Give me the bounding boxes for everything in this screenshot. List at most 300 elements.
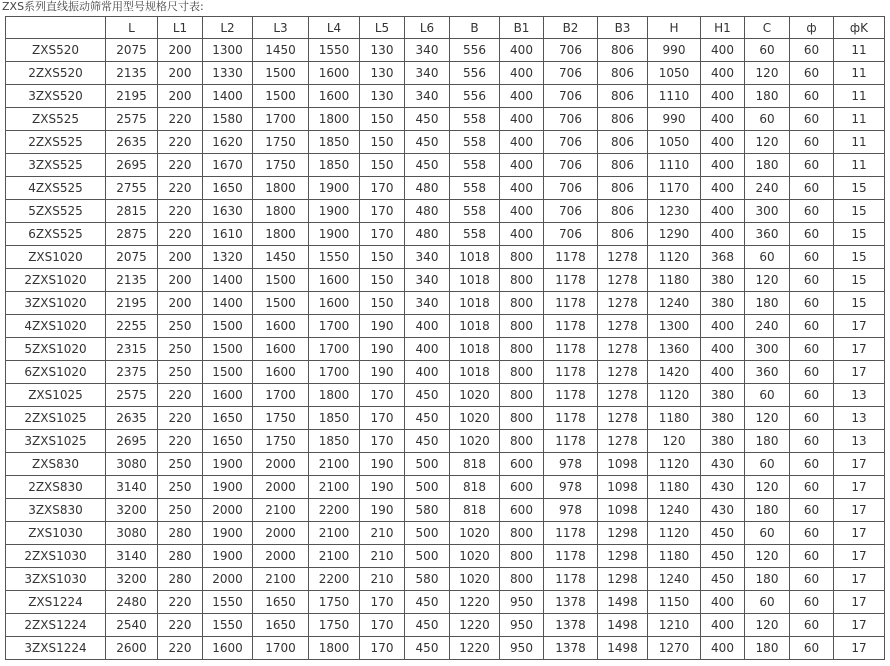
table-cell: 1278 xyxy=(598,430,648,453)
table-cell: 400 xyxy=(405,338,450,361)
table-cell: 400 xyxy=(701,177,745,200)
table-row xyxy=(6,39,885,62)
table-cell: 60 xyxy=(790,177,834,200)
table-cell: 806 xyxy=(598,200,648,223)
table-cell: 1900 xyxy=(203,522,253,545)
header-cell-c: C xyxy=(745,17,790,39)
table-cell: 130 xyxy=(360,62,405,85)
table-cell: 250 xyxy=(158,499,203,522)
table-row xyxy=(6,62,885,85)
table-cell: 340 xyxy=(405,246,450,269)
table-cell: 1240 xyxy=(648,499,701,522)
table-cell: 2100 xyxy=(253,568,309,591)
table-cell: 1400 xyxy=(203,292,253,315)
table-cell: 1020 xyxy=(450,545,500,568)
table-row xyxy=(6,453,885,476)
table-cell: 2575 xyxy=(106,108,158,131)
table-cell: 400 xyxy=(405,361,450,384)
table-cell: 1650 xyxy=(253,591,309,614)
table-cell: 1500 xyxy=(253,269,309,292)
table-cell: 1750 xyxy=(309,614,360,637)
table-cell: 1580 xyxy=(203,108,253,131)
table-row xyxy=(6,476,885,499)
table-cell: 2375 xyxy=(106,361,158,384)
table-cell: 11 xyxy=(834,85,885,108)
table-cell: 60 xyxy=(790,223,834,246)
table-cell: 1170 xyxy=(648,177,701,200)
table-cell: 1498 xyxy=(598,591,648,614)
table-cell: 2000 xyxy=(253,522,309,545)
table-cell: 240 xyxy=(745,177,790,200)
table-cell: 1178 xyxy=(544,269,598,292)
table-cell: 706 xyxy=(544,177,598,200)
table-row xyxy=(6,361,885,384)
table-row xyxy=(6,177,885,200)
table-cell: 17 xyxy=(834,614,885,637)
table-cell: 1020 xyxy=(450,430,500,453)
table-cell: 818 xyxy=(450,499,500,522)
table-cell: 190 xyxy=(360,315,405,338)
table-row xyxy=(6,384,885,407)
model-cell: ZXS830 xyxy=(6,453,106,476)
table-cell: 60 xyxy=(790,246,834,269)
table-cell: 15 xyxy=(834,200,885,223)
table-cell: 400 xyxy=(701,315,745,338)
table-cell: 1120 xyxy=(648,246,701,269)
table-cell: 300 xyxy=(745,338,790,361)
table-cell: 1600 xyxy=(309,85,360,108)
table-cell: 990 xyxy=(648,39,701,62)
table-cell: 1750 xyxy=(253,407,309,430)
table-cell: 450 xyxy=(405,591,450,614)
table-cell: 1750 xyxy=(253,131,309,154)
table-cell: 978 xyxy=(544,453,598,476)
table-cell: 60 xyxy=(790,522,834,545)
table-cell: 1220 xyxy=(450,637,500,660)
table-cell: 60 xyxy=(745,108,790,131)
table-cell: 450 xyxy=(701,522,745,545)
table-cell: 480 xyxy=(405,177,450,200)
table-cell: 1018 xyxy=(450,361,500,384)
table-cell: 1110 xyxy=(648,154,701,177)
table-cell: 170 xyxy=(360,407,405,430)
table-cell: 1278 xyxy=(598,361,648,384)
table-row xyxy=(6,522,885,545)
table-cell: 60 xyxy=(790,591,834,614)
table-row xyxy=(6,338,885,361)
header-cell-phi: ф xyxy=(790,17,834,39)
table-cell: 1150 xyxy=(648,591,701,614)
table-cell: 17 xyxy=(834,315,885,338)
table-cell: 800 xyxy=(500,269,544,292)
table-cell: 400 xyxy=(701,200,745,223)
table-cell: 1378 xyxy=(544,614,598,637)
header-cell-h: H xyxy=(648,17,701,39)
table-cell: 400 xyxy=(500,62,544,85)
table-cell: 558 xyxy=(450,223,500,246)
table-cell: 2695 xyxy=(106,154,158,177)
table-cell: 11 xyxy=(834,62,885,85)
table-cell: 60 xyxy=(790,200,834,223)
table-cell: 170 xyxy=(360,614,405,637)
table-cell: 1670 xyxy=(203,154,253,177)
table-cell: 1700 xyxy=(253,637,309,660)
table-cell: 1050 xyxy=(648,131,701,154)
table-cell: 180 xyxy=(745,568,790,591)
table-cell: 400 xyxy=(500,108,544,131)
table-row xyxy=(6,131,885,154)
table-cell: 800 xyxy=(500,568,544,591)
table-cell: 450 xyxy=(405,131,450,154)
table-cell: 60 xyxy=(790,315,834,338)
table-cell: 950 xyxy=(500,614,544,637)
table-cell: 1178 xyxy=(544,384,598,407)
table-cell: 430 xyxy=(701,499,745,522)
table-cell: 2100 xyxy=(253,499,309,522)
table-cell: 806 xyxy=(598,39,648,62)
table-cell: 1120 xyxy=(648,384,701,407)
table-cell: 13 xyxy=(834,430,885,453)
table-cell: 1178 xyxy=(544,568,598,591)
table-cell: 200 xyxy=(158,39,203,62)
table-cell: 170 xyxy=(360,430,405,453)
table-row xyxy=(6,591,885,614)
table-row xyxy=(6,269,885,292)
table-cell: 1018 xyxy=(450,338,500,361)
table-cell: 818 xyxy=(450,476,500,499)
model-cell: ZXS525 xyxy=(6,108,106,131)
table-cell: 1900 xyxy=(203,545,253,568)
table-cell: 1700 xyxy=(309,315,360,338)
table-cell: 210 xyxy=(360,522,405,545)
table-cell: 1020 xyxy=(450,407,500,430)
table-cell: 120 xyxy=(745,407,790,430)
table-cell: 580 xyxy=(405,499,450,522)
table-cell: 1178 xyxy=(544,315,598,338)
table-cell: 1550 xyxy=(203,591,253,614)
table-cell: 2255 xyxy=(106,315,158,338)
table-cell: 170 xyxy=(360,591,405,614)
table-cell: 400 xyxy=(701,131,745,154)
table-cell: 1018 xyxy=(450,269,500,292)
table-cell: 1400 xyxy=(203,269,253,292)
table-cell: 1600 xyxy=(309,62,360,85)
table-cell: 2135 xyxy=(106,62,158,85)
table-cell: 2755 xyxy=(106,177,158,200)
table-cell: 220 xyxy=(158,407,203,430)
table-cell: 400 xyxy=(701,39,745,62)
table-cell: 120 xyxy=(745,545,790,568)
table-cell: 1110 xyxy=(648,85,701,108)
table-cell: 800 xyxy=(500,338,544,361)
table-cell: 500 xyxy=(405,545,450,568)
table-cell: 2635 xyxy=(106,407,158,430)
table-cell: 800 xyxy=(500,315,544,338)
table-cell: 250 xyxy=(158,315,203,338)
table-cell: 60 xyxy=(790,407,834,430)
table-cell: 600 xyxy=(500,453,544,476)
table-cell: 2000 xyxy=(253,453,309,476)
header-cell-model xyxy=(6,17,106,39)
table-cell: 2200 xyxy=(309,499,360,522)
table-cell: 1500 xyxy=(203,361,253,384)
table-cell: 220 xyxy=(158,177,203,200)
table-cell: 180 xyxy=(745,499,790,522)
table-cell: 340 xyxy=(405,39,450,62)
table-cell: 1120 xyxy=(648,453,701,476)
table-cell: 990 xyxy=(648,108,701,131)
table-cell: 1600 xyxy=(203,384,253,407)
table-cell: 450 xyxy=(405,614,450,637)
table-cell: 400 xyxy=(500,154,544,177)
table-cell: 1750 xyxy=(253,154,309,177)
table-cell: 60 xyxy=(745,246,790,269)
model-cell: 3ZXS1025 xyxy=(6,430,106,453)
table-cell: 806 xyxy=(598,154,648,177)
table-cell: 200 xyxy=(158,269,203,292)
table-cell: 150 xyxy=(360,292,405,315)
table-cell: 1220 xyxy=(450,591,500,614)
model-cell: ZXS1224 xyxy=(6,591,106,614)
table-cell: 3080 xyxy=(106,453,158,476)
table-cell: 120 xyxy=(745,131,790,154)
table-cell: 706 xyxy=(544,223,598,246)
table-cell: 2575 xyxy=(106,384,158,407)
table-cell: 15 xyxy=(834,246,885,269)
table-cell: 1178 xyxy=(544,246,598,269)
model-cell: 2ZXS830 xyxy=(6,476,106,499)
table-cell: 2100 xyxy=(309,522,360,545)
table-cell: 706 xyxy=(544,39,598,62)
table-row xyxy=(6,545,885,568)
table-cell: 60 xyxy=(745,39,790,62)
table-row xyxy=(6,292,885,315)
table-cell: 200 xyxy=(158,246,203,269)
table-cell: 800 xyxy=(500,384,544,407)
table-cell: 1330 xyxy=(203,62,253,85)
table-row xyxy=(6,430,885,453)
table-cell: 1750 xyxy=(253,430,309,453)
table-cell: 11 xyxy=(834,154,885,177)
table-cell: 180 xyxy=(745,85,790,108)
table-cell: 800 xyxy=(500,545,544,568)
table-cell: 60 xyxy=(790,637,834,660)
table-cell: 60 xyxy=(790,154,834,177)
table-cell: 1178 xyxy=(544,292,598,315)
table-cell: 13 xyxy=(834,407,885,430)
table-cell: 400 xyxy=(500,200,544,223)
table-cell: 11 xyxy=(834,108,885,131)
header-cell-b2: B2 xyxy=(544,17,598,39)
table-cell: 556 xyxy=(450,39,500,62)
table-cell: 1178 xyxy=(544,430,598,453)
table-cell: 1018 xyxy=(450,292,500,315)
table-cell: 1450 xyxy=(253,246,309,269)
table-cell: 220 xyxy=(158,108,203,131)
table-cell: 180 xyxy=(745,292,790,315)
table-cell: 500 xyxy=(405,453,450,476)
model-cell: 6ZXS1020 xyxy=(6,361,106,384)
table-cell: 1600 xyxy=(203,637,253,660)
table-cell: 60 xyxy=(790,614,834,637)
table-cell: 2815 xyxy=(106,200,158,223)
table-cell: 340 xyxy=(405,292,450,315)
table-cell: 60 xyxy=(790,85,834,108)
table-cell: 300 xyxy=(745,200,790,223)
table-cell: 190 xyxy=(360,499,405,522)
table-cell: 1500 xyxy=(203,338,253,361)
table-cell: 2000 xyxy=(253,476,309,499)
table-cell: 1800 xyxy=(253,200,309,223)
table-cell: 1850 xyxy=(309,407,360,430)
table-cell: 250 xyxy=(158,476,203,499)
table-cell: 2695 xyxy=(106,430,158,453)
table-cell: 450 xyxy=(701,568,745,591)
table-cell: 1610 xyxy=(203,223,253,246)
table-cell: 340 xyxy=(405,85,450,108)
table-cell: 400 xyxy=(500,85,544,108)
table-cell: 1800 xyxy=(309,384,360,407)
table-cell: 60 xyxy=(790,131,834,154)
table-cell: 400 xyxy=(701,338,745,361)
table-cell: 2635 xyxy=(106,131,158,154)
model-cell: 2ZXS1025 xyxy=(6,407,106,430)
table-cell: 380 xyxy=(701,292,745,315)
table-cell: 250 xyxy=(158,338,203,361)
table-cell: 150 xyxy=(360,246,405,269)
table-cell: 1900 xyxy=(203,476,253,499)
table-cell: 1180 xyxy=(648,407,701,430)
table-cell: 1378 xyxy=(544,637,598,660)
table-cell: 500 xyxy=(405,476,450,499)
model-cell: 3ZXS525 xyxy=(6,154,106,177)
table-cell: 400 xyxy=(701,62,745,85)
table-cell: 806 xyxy=(598,223,648,246)
table-cell: 180 xyxy=(745,154,790,177)
model-cell: 5ZXS1020 xyxy=(6,338,106,361)
table-cell: 400 xyxy=(701,108,745,131)
table-cell: 180 xyxy=(745,637,790,660)
table-cell: 13 xyxy=(834,384,885,407)
table-cell: 380 xyxy=(701,430,745,453)
table-cell: 2075 xyxy=(106,246,158,269)
table-cell: 220 xyxy=(158,384,203,407)
table-cell: 1450 xyxy=(253,39,309,62)
table-cell: 17 xyxy=(834,453,885,476)
table-cell: 17 xyxy=(834,522,885,545)
table-cell: 1500 xyxy=(253,85,309,108)
table-cell: 60 xyxy=(790,361,834,384)
table-cell: 220 xyxy=(158,430,203,453)
table-cell: 2875 xyxy=(106,223,158,246)
table-cell: 1700 xyxy=(253,108,309,131)
table-cell: 1900 xyxy=(309,177,360,200)
table-cell: 280 xyxy=(158,522,203,545)
table-cell: 1498 xyxy=(598,614,648,637)
table-cell: 400 xyxy=(701,637,745,660)
table-cell: 2000 xyxy=(203,568,253,591)
table-cell: 558 xyxy=(450,200,500,223)
table-cell: 1278 xyxy=(598,315,648,338)
table-cell: 200 xyxy=(158,85,203,108)
table-cell: 120 xyxy=(648,430,701,453)
table-cell: 2100 xyxy=(309,453,360,476)
table-cell: 60 xyxy=(790,453,834,476)
table-cell: 60 xyxy=(790,292,834,315)
table-cell: 380 xyxy=(701,384,745,407)
table-cell: 60 xyxy=(790,62,834,85)
table-cell: 380 xyxy=(701,407,745,430)
table-cell: 1278 xyxy=(598,407,648,430)
header-row xyxy=(6,17,885,39)
table-cell: 480 xyxy=(405,200,450,223)
table-cell: 1800 xyxy=(253,223,309,246)
table-cell: 1098 xyxy=(598,476,648,499)
table-cell: 950 xyxy=(500,637,544,660)
table-cell: 1750 xyxy=(309,591,360,614)
table-cell: 2075 xyxy=(106,39,158,62)
table-cell: 1278 xyxy=(598,338,648,361)
header-cell-l4: L4 xyxy=(309,17,360,39)
table-cell: 450 xyxy=(405,637,450,660)
table-cell: 60 xyxy=(790,499,834,522)
model-cell: 3ZXS1224 xyxy=(6,637,106,660)
table-cell: 1630 xyxy=(203,200,253,223)
table-cell: 1240 xyxy=(648,292,701,315)
table-cell: 806 xyxy=(598,131,648,154)
table-cell: 1178 xyxy=(544,361,598,384)
table-cell: 2540 xyxy=(106,614,158,637)
table-cell: 1500 xyxy=(253,62,309,85)
table-cell: 1300 xyxy=(648,315,701,338)
table-cell: 400 xyxy=(701,85,745,108)
table-cell: 806 xyxy=(598,62,648,85)
model-cell: 4ZXS525 xyxy=(6,177,106,200)
table-cell: 1378 xyxy=(544,591,598,614)
table-cell: 558 xyxy=(450,177,500,200)
table-cell: 2100 xyxy=(309,476,360,499)
table-cell: 1178 xyxy=(544,545,598,568)
table-cell: 1018 xyxy=(450,315,500,338)
table-cell: 400 xyxy=(701,361,745,384)
table-cell: 400 xyxy=(701,154,745,177)
table-cell: 800 xyxy=(500,522,544,545)
table-cell: 60 xyxy=(790,430,834,453)
spec-table xyxy=(5,16,885,660)
table-cell: 2100 xyxy=(309,545,360,568)
table-cell: 150 xyxy=(360,108,405,131)
model-cell: 3ZXS1030 xyxy=(6,568,106,591)
table-cell: 430 xyxy=(701,453,745,476)
table-cell: 1700 xyxy=(253,384,309,407)
header-cell-l2: L2 xyxy=(203,17,253,39)
model-cell: ZXS1025 xyxy=(6,384,106,407)
model-cell: 5ZXS525 xyxy=(6,200,106,223)
table-cell: 1900 xyxy=(203,453,253,476)
table-cell: 360 xyxy=(745,361,790,384)
table-cell: 1900 xyxy=(309,223,360,246)
table-cell: 220 xyxy=(158,614,203,637)
table-cell: 1278 xyxy=(598,246,648,269)
table-cell: 450 xyxy=(405,430,450,453)
table-cell: 190 xyxy=(360,453,405,476)
table-row xyxy=(6,223,885,246)
table-cell: 60 xyxy=(790,545,834,568)
model-cell: 3ZXS830 xyxy=(6,499,106,522)
table-cell: 1650 xyxy=(203,177,253,200)
table-cell: 200 xyxy=(158,62,203,85)
table-cell: 450 xyxy=(405,407,450,430)
